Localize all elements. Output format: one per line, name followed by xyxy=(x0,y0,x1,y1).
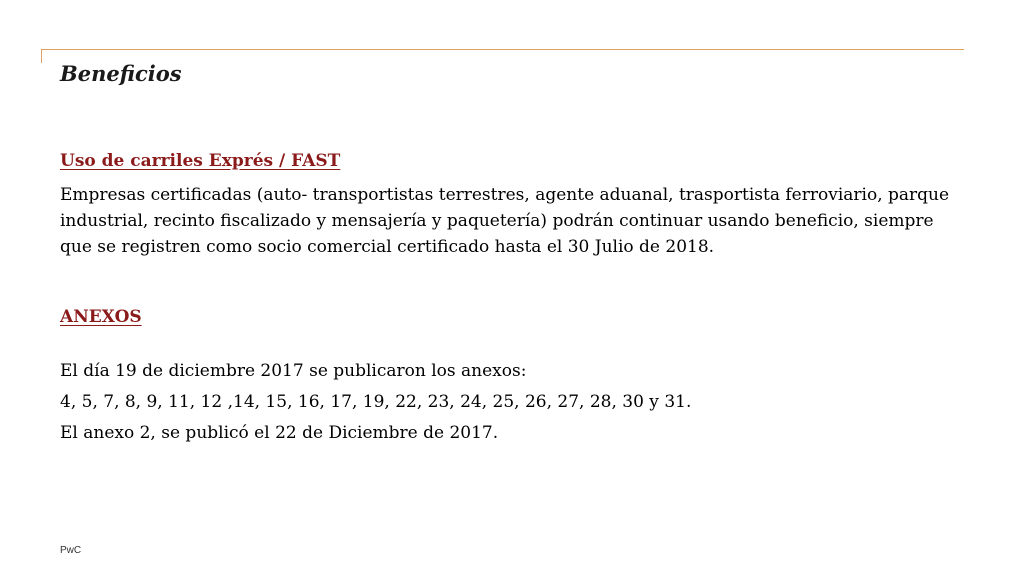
anexos-line-1: El día 19 de diciembre 2017 se publicaron los anexos: xyxy=(60,361,527,381)
anexos-line-3: El anexo 2, se publicó el 22 de Diciembre de 2017. xyxy=(60,423,499,443)
section-heading-fast: Uso de carriles Exprés / FAST xyxy=(60,151,341,171)
slide-title: Beneficios xyxy=(60,61,182,86)
anexos-line-2: 4, 5, 7, 8, 9, 11, 12 ,14, 15, 16, 17, 19, 22, 23, 24, 25, 26, 27, 28, 30 y 31. xyxy=(60,392,692,412)
corner-tick-mark xyxy=(41,49,42,63)
top-divider-line xyxy=(41,49,964,50)
footer-brand: PwC xyxy=(60,545,82,556)
slide-content xyxy=(60,148,970,446)
section-heading-anexos: ANEXOS xyxy=(60,307,142,327)
section-body-fast: Empresas certificadas (auto- transportistas terrestres, agente aduanal, trasportista ferroviario, parque industrial, recinto fiscalizado y mensajería y paquetería) podrán continuar usando beneficio, siempre que se registren como socio comercial certificado hasta el 30 Julio de 2018. xyxy=(60,185,950,257)
